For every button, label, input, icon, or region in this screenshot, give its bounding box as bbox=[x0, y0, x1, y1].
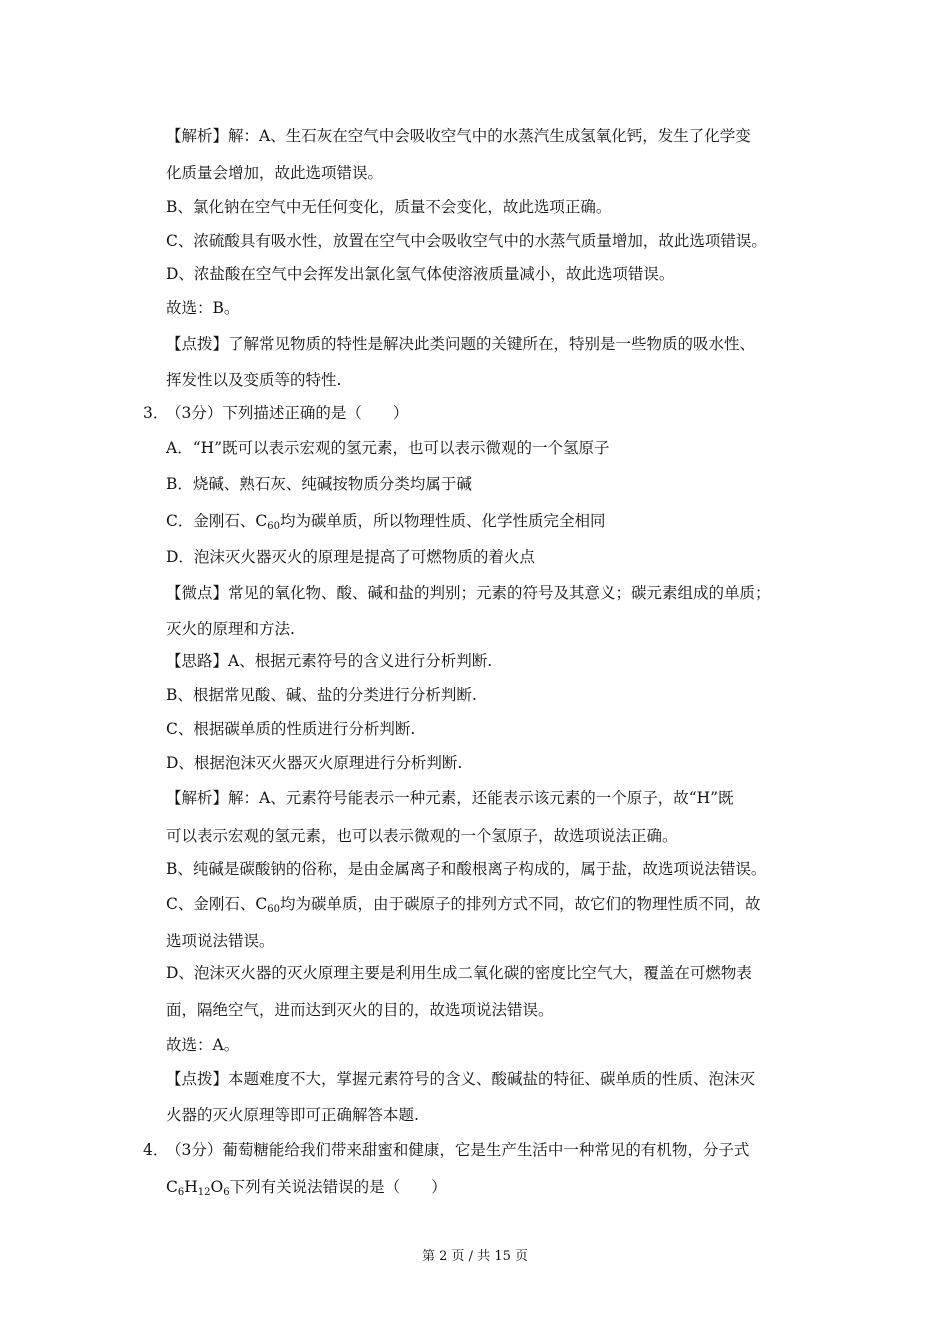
question-3-option-a: A．“H”既可以表示宏观的氢元素，也可以表示微观的一个氢原子 bbox=[166, 439, 610, 457]
question-4-stem-line-1: （3分）葡萄糖能给我们带来甜蜜和健康，它是生产生活中一种常见的有机物，分子式 bbox=[166, 1141, 750, 1159]
jiexi-line-3: B、纯碱是碳酸钠的俗称，是由金属离子和酸根离子构成的，属于盐，故选项说法错误。 bbox=[166, 860, 767, 878]
question-3-option-c bbox=[166, 511, 605, 531]
formula-c-subscript: 6 bbox=[177, 1187, 185, 1198]
jiexi-line-6: D、泡沫灭火器的灭火原理主要是利用生成二氧化碳的密度比空气大，覆盖在可燃物表 bbox=[166, 964, 752, 982]
question-3-option-b: B．烧碱、熟石灰、纯碱按物质分类均属于碱 bbox=[166, 475, 472, 493]
jiexi-4-prefix: C、金刚石、C bbox=[166, 895, 268, 913]
silu-line-3: C、根据碳单质的性质进行分析判断. bbox=[166, 720, 416, 738]
silu-line-4: D、根据泡沫灭火器灭火原理进行分析判断. bbox=[166, 754, 463, 772]
page-footer: 第 2 页 / 共 15 页 bbox=[422, 1249, 528, 1264]
question-3-answer: 故选：A。 bbox=[166, 1036, 240, 1054]
formula-c: C bbox=[166, 1178, 178, 1196]
option-c-subscript: 60 bbox=[267, 521, 280, 532]
jiexi-line-4 bbox=[166, 894, 760, 914]
analysis-line-4: C、浓硫酸具有吸水性，放置在空气中会吸收空气中的水蒸气质量增加，故此选项错误。 bbox=[166, 232, 767, 250]
formula-o-subscript: 6 bbox=[223, 1187, 230, 1198]
answer-line: 故选：B。 bbox=[166, 299, 240, 317]
question-4-stem-suffix: 下列有关说法错误的是（ ） bbox=[229, 1178, 447, 1196]
jiexi-4-subscript: 60 bbox=[267, 904, 280, 915]
question-3-option-d: D．泡沫灭火器灭火的原理是提高了可燃物质的着火点 bbox=[166, 548, 535, 566]
weidian-line-1: 【微点】常见的氧化物、酸、碱和盐的判别；元素的符号及其意义；碳元素组成的单质； bbox=[166, 584, 771, 602]
question-4-stem-line-2 bbox=[166, 1177, 447, 1197]
dianbo-q3-line-1: 【点拨】本题难度不大，掌握元素符号的含义、酸碱盐的特征、碳单质的性质、泡沫灭 bbox=[166, 1070, 756, 1088]
option-c-prefix: C．金刚石、C bbox=[166, 512, 268, 530]
jiexi-line-7: 面，隔绝空气，进而达到灭火的目的，故选项说法错误。 bbox=[166, 1001, 554, 1019]
dianbo-line-1: 【点拨】了解常见物质的特性是解决此类问题的关键所在，特别是一些物质的吸水性、 bbox=[166, 335, 756, 353]
jiexi-line-5: 选项说法错误。 bbox=[166, 932, 275, 950]
analysis-line-1: 【解析】解：A、生石灰在空气中会吸收空气中的水蒸汽生成氢氧化钙，发生了化学变 bbox=[166, 127, 751, 145]
question-4-number: 4． bbox=[143, 1141, 169, 1159]
silu-line-1: 【思路】A、根据元素符号的含义进行分析判断. bbox=[166, 652, 493, 670]
silu-line-2: B、根据常见酸、碱、盐的分类进行分析判断. bbox=[166, 686, 477, 704]
option-c-suffix: 均为碳单质，所以物理性质、化学性质完全相同 bbox=[279, 512, 606, 530]
question-3-number: 3． bbox=[143, 404, 169, 422]
analysis-line-2: 化质量会增加，故此选项错误。 bbox=[166, 164, 384, 182]
analysis-line-3: B、氯化钠在空气中无任何变化，质量不会变化，故此选项正确。 bbox=[166, 198, 612, 216]
formula-h-subscript: 12 bbox=[197, 1187, 211, 1198]
jiexi-line-2: 可以表示宏观的氢元素，也可以表示微观的一个氢原子，故选项说法正确。 bbox=[166, 827, 678, 845]
analysis-line-5: D、浓盐酸在空气中会挥发出氯化氢气体使溶液质量减小，故此选项错误。 bbox=[166, 265, 675, 283]
dianbo-line-2: 挥发性以及变质等的特性. bbox=[166, 371, 342, 389]
jiexi-line-1: 【解析】解：A、元素符号能表示一种元素，还能表示该元素的一个原子，故“H”既 bbox=[166, 789, 734, 807]
weidian-line-2: 灭火的原理和方法. bbox=[166, 620, 295, 638]
jiexi-4-suffix: 均为碳单质，由于碳原子的排列方式不同，故它们的物理性质不同，故 bbox=[279, 895, 761, 913]
formula-h: H bbox=[184, 1178, 198, 1196]
formula-o: O bbox=[210, 1178, 224, 1196]
question-3-stem: （3分）下列描述正确的是（ ） bbox=[166, 404, 409, 422]
dianbo-q3-line-2: 火器的灭火原理等即可正确解答本题. bbox=[166, 1106, 419, 1124]
